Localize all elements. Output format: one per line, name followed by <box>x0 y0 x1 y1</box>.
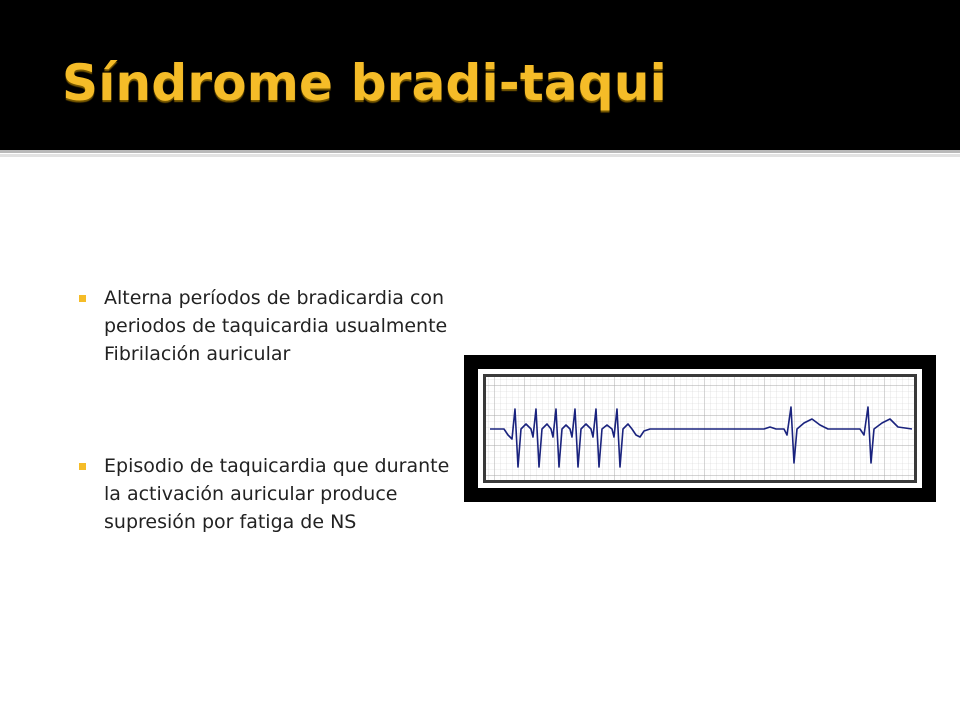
bullet-item <box>76 452 456 536</box>
title-bar <box>0 0 960 150</box>
square-bullet-icon <box>79 463 86 470</box>
bullet-text: Alterna períodos de bradicardia con periodos de taquicardia usualmente Fibrilación auricular <box>104 287 448 365</box>
square-bullet-icon <box>79 295 86 302</box>
bullet-text: Episodio de taquicardia que durante la activación auricular produce supresión por fatiga de NS <box>104 455 450 533</box>
ecg-strip <box>464 355 936 502</box>
title-divider <box>0 150 960 153</box>
ecg-image <box>464 355 936 502</box>
title-divider-light <box>0 154 960 157</box>
slide-title: Síndrome bradi-taqui <box>62 54 668 112</box>
bullet-list <box>76 284 456 536</box>
bullet-item <box>76 284 456 368</box>
